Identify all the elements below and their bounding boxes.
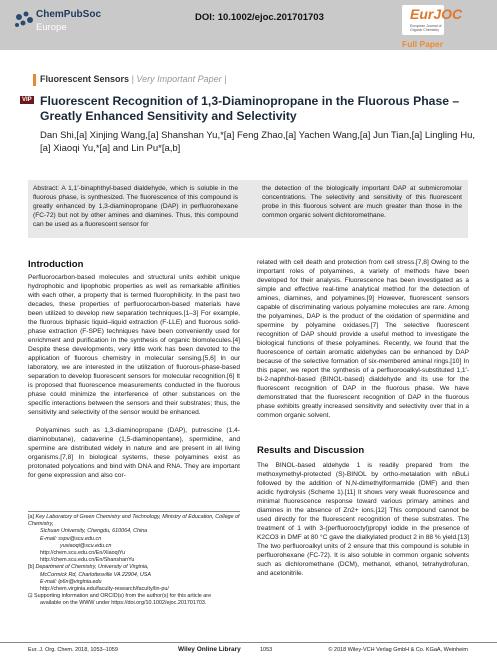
footer-copyright: © 2018 Wiley-VCH Verlag GmbH & Co. KGaA, Weinheim (328, 647, 468, 653)
results-paragraph: The BINOL-based aldehyde 1 is readily prepared from the methoxymethyl-protected (S)-BINOL by ortho-metalation with nBuLi followed by the addition of N,N-dimethylformamide (DMF) and then acidic hydrolysis (Scheme 1).[11] It shows very weak fluorescence and minimal fluorescence response toward various primary amines and diamines in the absence of Zn2+ ions.[12] This compound cannot be used directly for the fluorescent recognition of these substrates. The treatment of 1 with 3-(perfluorooctyl)propyl iodide in the presence of K2CO3 in DMF at 80 °C gave the dialkylated product 2 in 88 % yield.[13] The two perfluoroalkyl units of 2 ensure that this compound is soluble in perfluorohexane (FC-72). It is also soluble in common organic solvents such as dichloromethane (DCM), methanol, ethanol, tetrahydrofuran, and acetonitrile. (257, 462, 469, 577)
affiliation-a (28, 514, 240, 608)
affiliation-a-line-1: Key Laboratory of Green Chemistry and Technology, Ministry of Education, College of Chemistry, (28, 514, 240, 528)
intro-paragraph-1: Perfluorocarbon-based molecules and structural units exhibit unique hydrophobic and lipophobic properties as well as remarkable affinities with each other, a property that is termed fluorophilicity. In the past two decades, these properties of perfluorocarbon-based materials have been utilized to develop new separation techniques.[1–3] For example, the fluorous biphasic liquid–liquid extraction (F-LLE) and fluorous solid-phase extraction (F-SPE) techniques have been conveniently used for enrichment and purification in the synthesis of organic biomolecules.[4] Despite these developments, very little work has been devoted to the application of fluorous chemistry in molecular sensing.[5,6] In our laboratory, we are interested in the utilization of fluorous-phase-based separation to develop fluorescent sensors for molecular recognition.[6] It is proposed that fluorescence measurements conducted in the fluorous phase could minimize the interference of other substances on the specific interactions between the sensors and their substrates; thus, the sensitivity and selectivity of the sensor would be enhanced. (28, 274, 240, 416)
affiliation-b-line-2: McCormick Rd, Charlottesville VA 22904, USA (40, 571, 151, 578)
footer-citation: Eur. J. Org. Chem. 2018, 1053–1059 (28, 647, 118, 653)
affiliation-a-email-2[interactable]: yuxiaoqi@scu.edu.cn (60, 542, 112, 549)
abstract-right: the detection of the biologically important DAP at submicromolar concentrations. The selectivity and sensitivity of this fluorescent probe in this fluorous solvent are much greater than those in the common organic solvent dichloromethane. (262, 185, 462, 219)
article-title: Fluorescent Recognition of 1,3-Diaminopropane in the Fluorous Phase – Greatly Enhanced Sensitivity and Selectivity (40, 94, 460, 123)
article-type: Full Paper (402, 39, 444, 49)
abstract-left: Abstract: A 1,1′-binaphthyl-based dialdehyde, which is soluble in the fluorous phase, is synthesized. The fluorescence of this compound is greatly enhanced by 1,3-diaminopropane (DAP) in perfluorohexane (FC-72) but not by other amines and diamines. Thus, this compound can be used as a fluorescent sensor for (33, 185, 238, 228)
journal-logo-text: EurJOC (410, 6, 463, 22)
section-separator-end: | (224, 74, 227, 84)
section-sub: Very Important Paper (136, 74, 222, 84)
footnote-divider (28, 511, 240, 512)
affiliation-a-label: [a] (28, 514, 34, 520)
supporting-info-line-2[interactable]: available on the WWW under https://doi.org/10.1002/ejoc.201701703. (40, 600, 207, 607)
section-main: Fluorescent Sensors (40, 74, 130, 84)
affiliation-a-url-1[interactable]: http://chem.scu.edu.cn/En/XiaoqiYu (40, 550, 126, 557)
journal-logo-tagline: European Journal of Organic Chemistry (410, 24, 442, 32)
section-tag (40, 74, 226, 84)
affiliation-a-line-2: Sichuan University, Chengdu, 610064, China (40, 528, 148, 535)
publisher-sub: Europe (36, 22, 67, 33)
intro-heading: Introduction (28, 259, 84, 270)
publisher-name: ChemPubSoc (36, 9, 102, 20)
affiliation-b-url[interactable]: http://chem.virginia.edu/faculty-research/faculty/lin-pu/ (40, 586, 169, 593)
supporting-info-line-1: Supporting information and ORCID(s) from the author(s) for this article are (34, 593, 212, 600)
section-separator: | (131, 74, 134, 84)
affiliation-a-email-1[interactable]: E-mail: sspu@scu.edu.cn (40, 535, 102, 542)
affiliation-a-url-2[interactable]: http://chem.scu.edu.cn/En/ShanshanYu (40, 557, 135, 564)
footer-page-number: 1053 (260, 647, 273, 653)
affiliation-b-label: [b] (28, 564, 34, 571)
intro-paragraph-2: Polyamines such as 1,3-diaminopropane (DAP), putrescine (1,4-diaminobutane), cadaverine (1,5-diaminopentane), spermidine, and spermine are distributed widely in nature and are present in all living organisms.[7,8] In biological systems, these polyamines exist as protonated polycations and bind with DNA and RNA. They are important for gene expression and also cor- (28, 427, 240, 479)
section-accent-bar (33, 74, 36, 86)
right-paragraph-1: related with cell death and protection from cell stress.[7,8] Owing to the important roles of polyamines, a variety of methods have been developed for their analysis. Fluorescence has been investigated as a simple and effective real-time analytical method for the detection of amines, diamines, and polyamines.[9] However, fluorescent sensors capable of discriminating various polyamine molecules are rare. Among the polyamines, DAP is the product of the oxidation of spermidine and spermine by polyamine oxidases.[7] The selective fluorescent recognition of DAP should provide a useful method to investigate the biological functions of these polyamines. Recently, we found that the fluorescence of certain aromatic aldehydes can be enhanced by DAP because of the selective formation of six-membered aminal rings.[10] In this paper, we report the synthesis of a perfluorooalkyl-substituted 1,1′-bi-2-naphthol-based (BINOL-based) dialdehyde and its use for the fluorescent recognition of DAP in the fluorous phase. We have demonstrated that the fluorescent recognition of DAP in the fluorous phase exhibits greatly increased sensitivity and selectivity over that in a common organic solvent. (257, 259, 469, 419)
affiliation-b-line-1: Department of Chemistry, University of Virginia, (35, 564, 149, 571)
affiliation-b-email[interactable]: E-mail: lp6n@virginia.edu (40, 578, 102, 585)
supporting-info-icon: ⊡ (28, 593, 35, 600)
doi-link[interactable]: DOI: 10.1002/ejoc.201701703 (195, 12, 324, 23)
footer-divider (0, 642, 497, 643)
vip-badge: VIP (22, 97, 32, 103)
footer-library[interactable]: Wiley Online Library (178, 646, 241, 653)
author-list: Dan Shi,[a] Xinjing Wang,[a] Shanshan Yu,*[a] Feng Zhao,[a] Yachen Wang,[a] Jun Tian,[a] Lingling Hu,[a] Xiaoqi Yu,*[a] and Lin Pu*[a,b] (40, 130, 475, 154)
journal-header (0, 0, 497, 50)
results-heading: Results and Discussion (257, 445, 365, 456)
